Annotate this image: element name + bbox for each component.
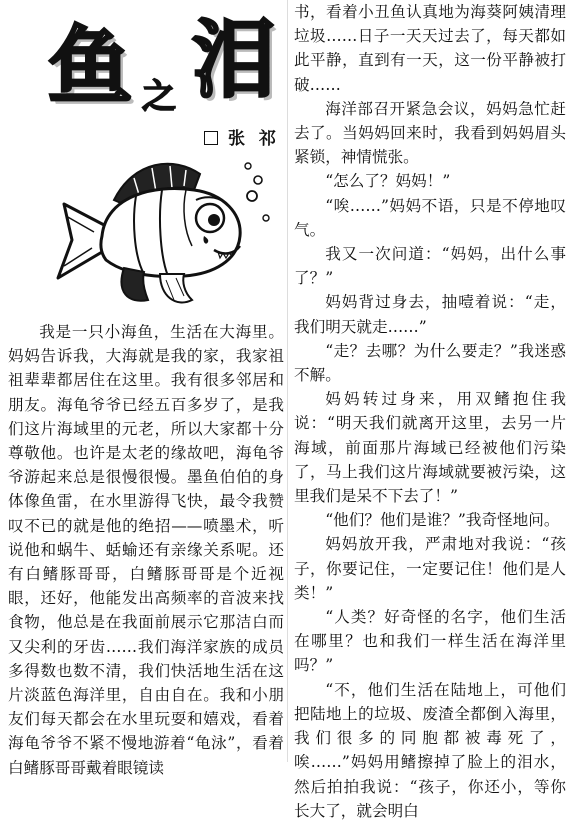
paragraph: “唉……”妈妈不语，只是不停地叹气。 bbox=[294, 196, 566, 239]
paragraph: “他们？他们是谁？”我奇怪地问。 bbox=[325, 511, 560, 530]
left-text bbox=[8, 320, 284, 780]
paragraph: 妈妈转过身来，用双鳍抱住我说：“明天我们就离开这里，去另一片海域，前面那片海域已经被他们污染了，马上我们这片海域就要被污染，这里我们是呆不下去了！” bbox=[294, 390, 566, 506]
paragraph: “怎么了？妈妈！” bbox=[325, 172, 451, 191]
author-byline bbox=[204, 124, 280, 149]
paragraph: 我又一次问道：“妈妈，出什么事了？” bbox=[294, 245, 566, 288]
title-char-tears: 泪 bbox=[192, 10, 277, 109]
paragraph: 妈妈放开我，严肃地对我说：“孩子，你要记住，一定要记住！他们是人类！” bbox=[294, 535, 566, 602]
byline-box-icon bbox=[204, 131, 218, 145]
fish-illustration bbox=[44, 156, 274, 316]
title-char-fish: 鱼 bbox=[48, 16, 133, 115]
paragraph: 海洋部召开紧急会议，妈妈急忙赶去了。当妈妈回来时，我看到妈妈眉头紧锁，神情慌张。 bbox=[294, 99, 566, 167]
paragraph: 我是一只小海鱼，生活在大海里。妈妈告诉我，大海就是我的家，我家祖祖辈辈都居住在这里。我有很多邻居和朋友。海龟爷爷已经五百多岁了，是我们这片海域里的元老，所以大家都十分尊敬他。也许是太老的缘故吧，海龟爷爷游起来总是很慢很慢。墨鱼伯伯的身体像鱼雷，在水里游得飞快，最令我赞叹不已的就是他的绝招——喷墨术，听说他和蜗牛、蛞蝓还有亲缘关系呢。还有白鳍豚哥哥，白鳍豚哥哥是个近视眼，还好，他能发出高频率的音波来找食物，他总是在我面前展示它那洁白而又尖利的牙齿……我们海洋家族的成员多得数也数不清，我们快活地生活在这片淡蓝色海洋里，自由自在。我和小朋友们每天都会在水里玩耍和嬉戏，看着海龟爷爷不紧不慢地游着“龟泳”，看着白鳍豚哥哥戴着眼镜读 bbox=[8, 323, 284, 777]
fish-icon bbox=[44, 156, 274, 316]
paragraph: “走？去哪？为什么要走？”我迷惑不解。 bbox=[294, 341, 566, 385]
article-title bbox=[42, 10, 282, 138]
paragraph: “不，他们生活在陆地上，可他们把陆地上的垃圾、废渣全都倒入海里，我们很多的同胞都被毒死了，唉……”妈妈用鳍擦掉了脸上的泪水，然后拍拍我说：“孩子，你还小，等你长大了，就会明白 bbox=[294, 680, 566, 820]
paragraph: 书，看着小丑鱼认真地为海葵阿姨清理垃圾……日子一天天过去了，每天都如此平静，直到有一天，这一份平静被打破…… bbox=[294, 3, 566, 94]
paragraph: “人类？好奇怪的名字，他们生活在哪里？也和我们一样生活在海洋里吗？” bbox=[294, 608, 566, 675]
author-name: 张 祁 bbox=[228, 129, 280, 149]
left-column bbox=[8, 0, 284, 777]
title-char-zhi: 之 bbox=[142, 77, 176, 117]
right-text bbox=[294, 0, 566, 823]
paragraph: 妈妈背过身去，抽噎着说：“走，我们明天就走……” bbox=[294, 293, 566, 336]
column-divider bbox=[287, 0, 288, 762]
